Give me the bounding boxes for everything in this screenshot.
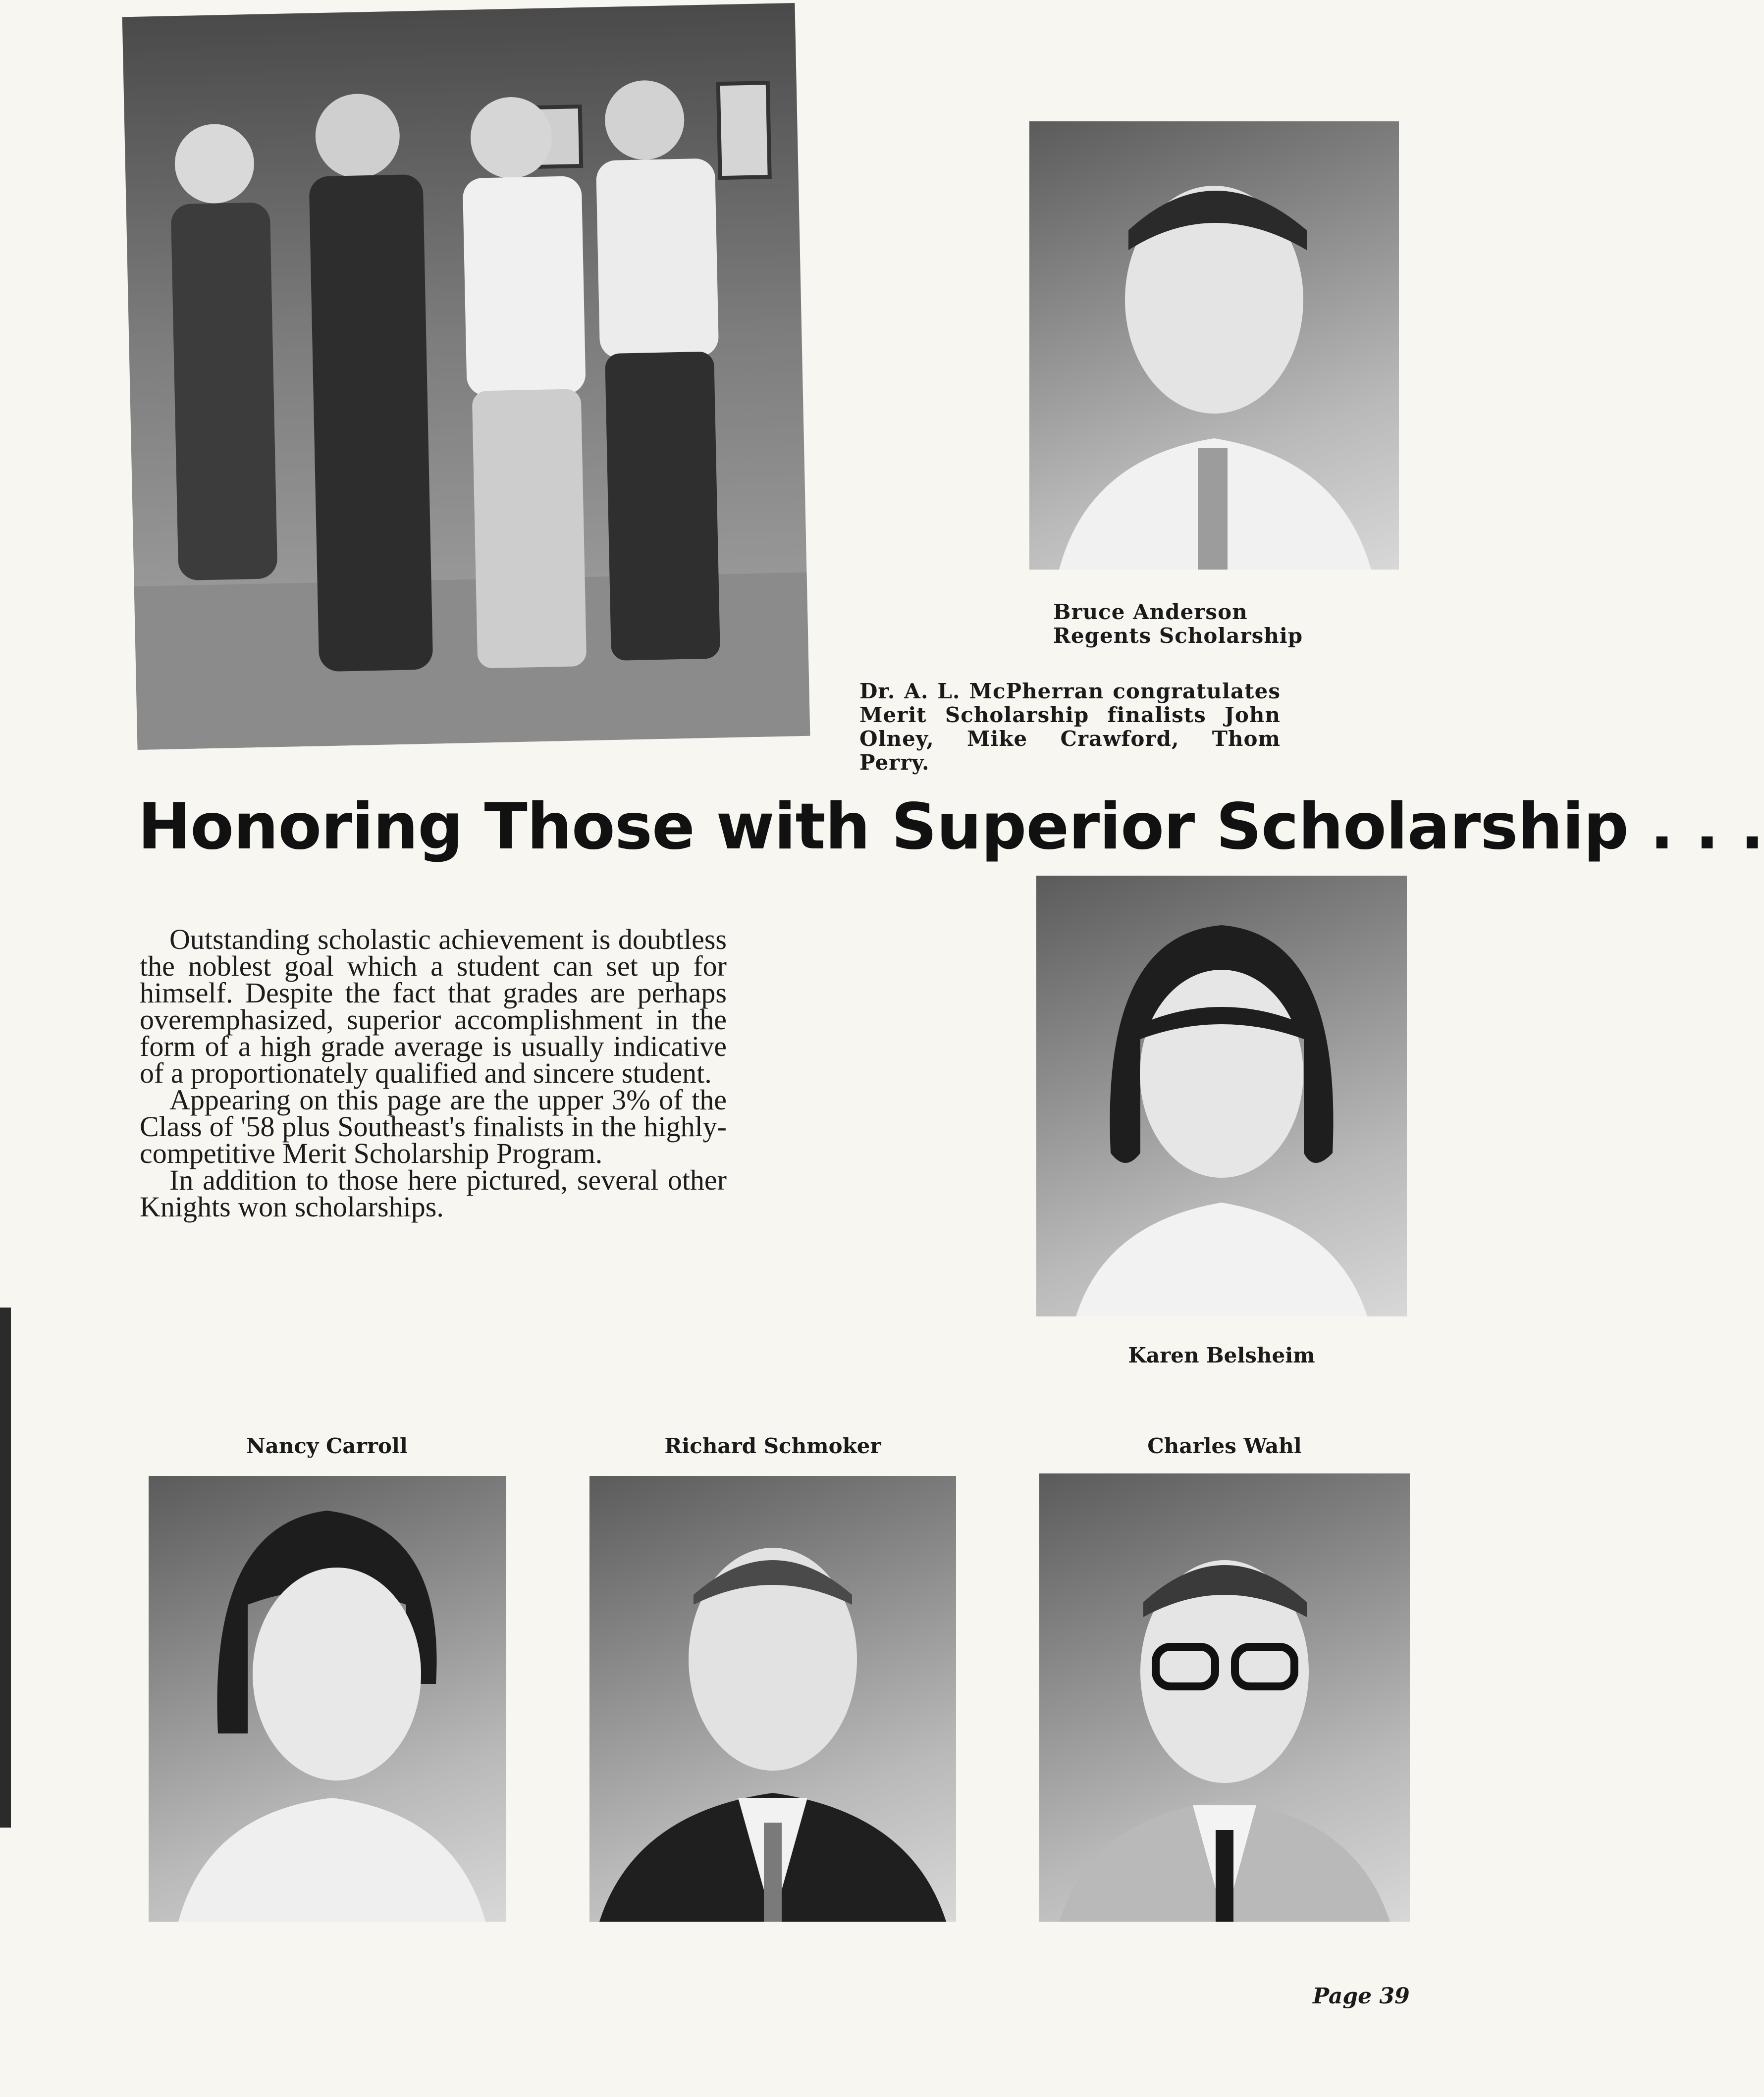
body-paragraph: Appearing on this page are the upper 3% of the Class of '58 plus Southeast's finalists in the highly-competitive Merit Scholarship Program. — [140, 1084, 727, 1169]
schmoker-name: Richard Schmoker — [664, 1434, 881, 1458]
portrait-silhouette — [589, 1476, 956, 1922]
portrait-silhouette — [1039, 1473, 1410, 1922]
portrait-richard-schmoker — [589, 1476, 956, 1922]
portrait-charles-wahl — [1039, 1473, 1410, 1922]
group-photo-caption: Dr. A. L. McPherran congratulates Merit Scholarship finalists John Olney, Mike Crawford, Thom Perry. — [859, 679, 1281, 775]
body-text — [140, 923, 727, 1223]
belsheim-name: Karen Belsheim — [1128, 1343, 1315, 1367]
anderson-award: Regents Scholarship — [1053, 624, 1303, 648]
carroll-name: Nancy Carroll — [246, 1434, 408, 1458]
anderson-caption — [1053, 600, 1303, 648]
portrait-silhouette — [1036, 876, 1407, 1316]
portrait-silhouette — [149, 1476, 506, 1922]
portrait-karen-belsheim — [1036, 876, 1407, 1316]
body-paragraph: In addition to those here pictured, several other Knights won scholarships. — [140, 1164, 727, 1223]
portrait-silhouette — [1029, 121, 1399, 570]
portrait-nancy-carroll — [149, 1476, 506, 1922]
wahl-name: Charles Wahl — [1147, 1434, 1302, 1458]
portrait-bruce-anderson — [1029, 121, 1399, 570]
group-photo-figures — [122, 3, 810, 750]
anderson-name: Bruce Anderson — [1053, 600, 1248, 624]
body-paragraph: Outstanding scholastic achievement is doubtless the noblest goal which a student can set up for himself. Despite the fact that grades are perhaps overemphasized, superior accomplishment in the form of a high grade average is usually indicative of a proportionately qualified and sincere student. — [140, 923, 727, 1089]
group-photo — [122, 3, 810, 750]
page-number: Page 39 — [1313, 1984, 1410, 2009]
page-headline: Honoring Those with Superior Scholarship . . . — [138, 790, 1764, 864]
page-edge-mark — [0, 1308, 11, 1828]
